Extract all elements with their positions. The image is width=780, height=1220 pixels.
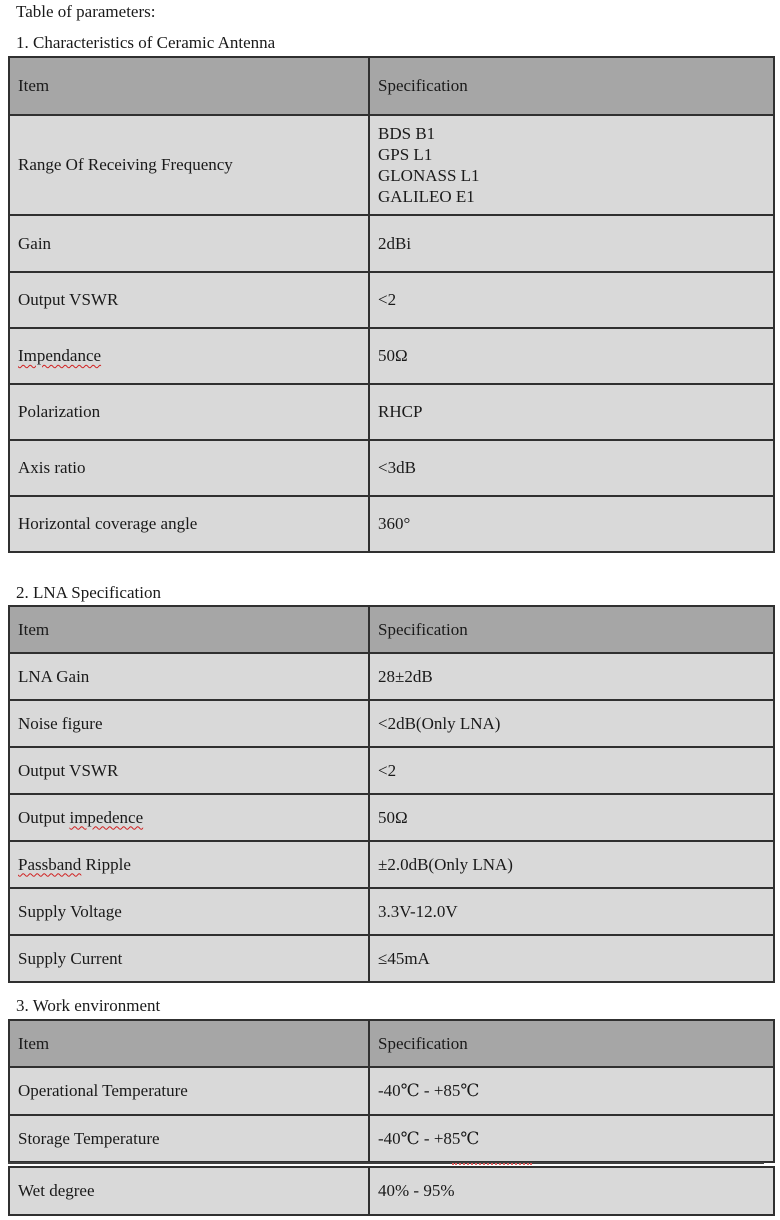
- row-item: Wet degree: [9, 1167, 369, 1215]
- table-row: [9, 935, 774, 982]
- row-item: Horizontal coverage angle: [9, 496, 369, 552]
- table-header-row: [9, 606, 774, 653]
- table-row: [9, 1167, 774, 1215]
- header-item: Item: [9, 57, 369, 115]
- row-spec: -40℃ - +85℃: [369, 1115, 774, 1162]
- work-environment-table: [8, 1019, 775, 1163]
- section-heading-lna: 2. LNA Specification: [16, 583, 161, 602]
- row-spec: <2dB(Only LNA): [369, 700, 774, 747]
- work-environment-table-continued: [8, 1166, 775, 1216]
- item-text: Ripple: [81, 854, 131, 874]
- row-spec: <2: [369, 747, 774, 794]
- row-spec: 2dBi: [369, 215, 774, 272]
- row-item: Supply Voltage: [9, 888, 369, 935]
- row-spec: 28±2dB: [369, 653, 774, 700]
- header-item: Item: [9, 1020, 369, 1067]
- row-item: [9, 841, 369, 888]
- header-spec: Specification: [369, 57, 774, 115]
- spellcheck-flagged-word: Impendance: [18, 346, 102, 365]
- row-item: [9, 794, 369, 841]
- table-row: [9, 1067, 774, 1115]
- frequency-band: GPS L1: [378, 145, 433, 164]
- separator-line: [8, 1162, 764, 1164]
- table-row: [9, 496, 774, 552]
- row-item: [9, 328, 369, 384]
- row-item: Output VSWR: [9, 747, 369, 794]
- header-spec: Specification: [369, 1020, 774, 1067]
- row-item: Polarization: [9, 384, 369, 440]
- table-row: [9, 272, 774, 328]
- table-row: [9, 1115, 774, 1162]
- frequency-band: GLONASS L1: [378, 166, 480, 185]
- table-header-row: [9, 1020, 774, 1067]
- row-item: Storage Temperature: [9, 1115, 369, 1162]
- row-item: Output VSWR: [9, 272, 369, 328]
- document-title: Table of parameters:: [16, 2, 156, 21]
- table-header-row: [9, 57, 774, 115]
- header-spec: Specification: [369, 606, 774, 653]
- frequency-band: BDS B1: [378, 124, 436, 143]
- spellcheck-dotted-mark: [452, 1163, 532, 1165]
- row-item: Noise figure: [9, 700, 369, 747]
- row-spec: 40% - 95%: [369, 1167, 774, 1215]
- antenna-table: [8, 56, 775, 553]
- row-item: LNA Gain: [9, 653, 369, 700]
- row-item: Gain: [9, 215, 369, 272]
- row-spec: <3dB: [369, 440, 774, 496]
- table-row: [9, 215, 774, 272]
- header-item: Item: [9, 606, 369, 653]
- spellcheck-flagged-word: impedence: [69, 807, 144, 827]
- row-item: Supply Current: [9, 935, 369, 982]
- table-row: [9, 794, 774, 841]
- table-row: [9, 747, 774, 794]
- table-row: [9, 888, 774, 935]
- spellcheck-flagged-word: Passband: [18, 854, 82, 874]
- row-spec: 360°: [369, 496, 774, 552]
- table-row: [9, 653, 774, 700]
- table-row: [9, 328, 774, 384]
- row-spec: RHCP: [369, 384, 774, 440]
- table-row: [9, 440, 774, 496]
- row-item: Operational Temperature: [9, 1067, 369, 1115]
- row-spec: ≤45mA: [369, 935, 774, 982]
- section-heading-work-environment: 3. Work environment: [16, 996, 161, 1015]
- table-row: [9, 384, 774, 440]
- table-row: [9, 841, 774, 888]
- table-row: [9, 700, 774, 747]
- row-spec: 3.3V-12.0V: [369, 888, 774, 935]
- frequency-band: GALILEO E1: [378, 187, 475, 206]
- row-spec: ±2.0dB(Only LNA): [369, 841, 774, 888]
- lna-table: [8, 605, 775, 983]
- row-spec: -40℃ - +85℃: [369, 1067, 774, 1115]
- section-heading-antenna: 1. Characteristics of Ceramic Antenna: [16, 33, 276, 52]
- row-spec: 50Ω: [369, 328, 774, 384]
- table-row: [9, 115, 774, 215]
- row-item: Range Of Receiving Frequency: [9, 115, 369, 215]
- item-text: Output: [18, 807, 70, 827]
- row-spec-frequencies: [369, 115, 774, 215]
- row-spec: 50Ω: [369, 794, 774, 841]
- row-spec: <2: [369, 272, 774, 328]
- row-item: Axis ratio: [9, 440, 369, 496]
